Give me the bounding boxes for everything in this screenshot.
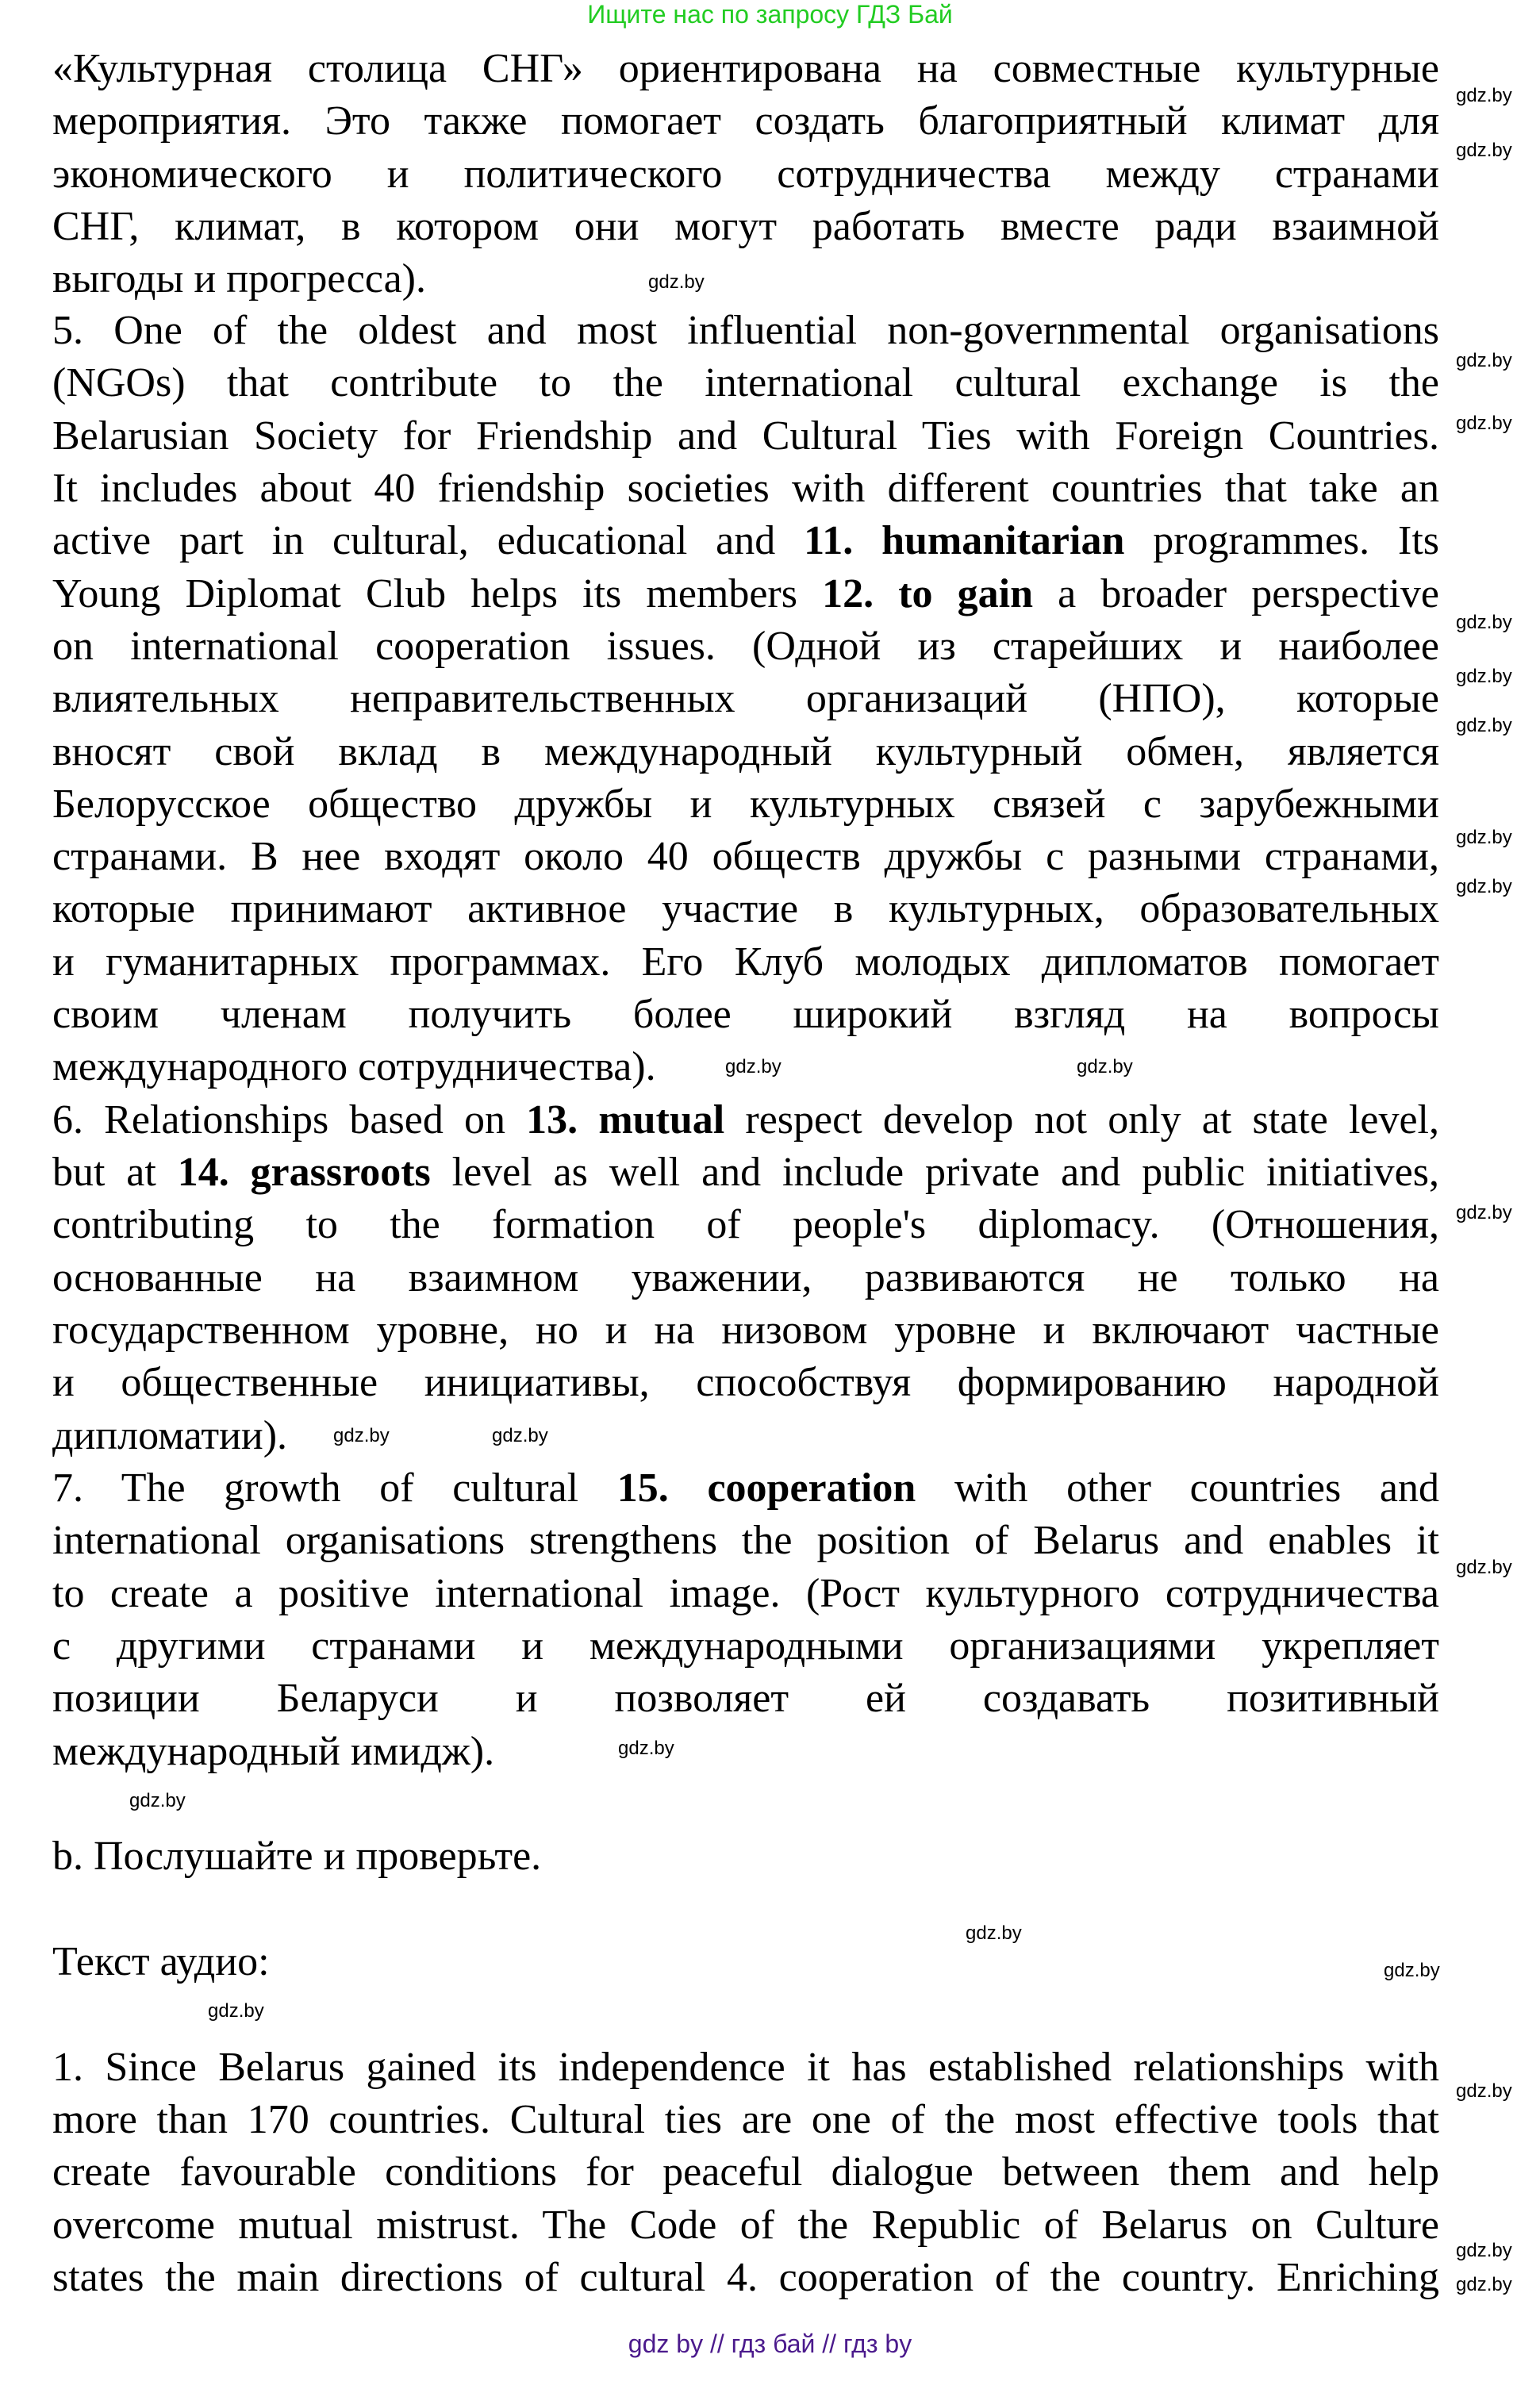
- gdz-watermark: gdz.by: [333, 1425, 390, 1446]
- text-segment: мероприятия. Это также помогает создать благоприятный климат для: [52, 98, 1439, 144]
- text-segment: but at: [52, 1150, 178, 1195]
- text-line: [52, 465, 1439, 513]
- gdz-watermark: gdz.by: [966, 1922, 1022, 1944]
- text-segment: a broader perspective: [1033, 571, 1440, 616]
- text-segment: с другими странами и международными организациями укрепляет: [52, 1623, 1439, 1669]
- text-segment: вносят свой вклад в международный культурный обмен, является: [52, 729, 1439, 774]
- text-segment: on international cooperation issues. (Одной из старейших и наиболее: [52, 624, 1439, 669]
- gdz-watermark: gdz.by: [1456, 666, 1512, 687]
- text-line: [52, 1254, 1439, 1302]
- text-segment: Belarusian Society for Friendship and Cultural Ties with Foreign Countries.: [52, 413, 1439, 459]
- text-line: [52, 2149, 1439, 2196]
- answer-word: 13. mutual: [526, 1097, 725, 1143]
- text-segment: international organisations strengthens the position of Belarus and enables it: [52, 1518, 1439, 1563]
- answer-word: 14. grassroots: [177, 1150, 431, 1195]
- text-segment: дипломатии).: [52, 1413, 288, 1458]
- gdz-watermark: gdz.by: [129, 1790, 186, 1811]
- text-line: [52, 151, 1439, 198]
- text-segment: влиятельных неправительственных организаций (НПО), которые: [52, 676, 1439, 721]
- text-line: [52, 939, 1439, 986]
- gdz-watermark: gdz.by: [1456, 2080, 1512, 2102]
- text-segment: международного сотрудничества).: [52, 1044, 656, 1089]
- text-segment: странами. В нее входят около 40 обществ дружбы с разными странами,: [52, 834, 1439, 879]
- gdz-watermark: gdz.by: [208, 2000, 264, 2022]
- text-line: [52, 623, 1439, 670]
- text-segment: 6. Relationships based on: [52, 1097, 527, 1143]
- text-segment: more than 170 countries. Cultural ties are one of the most effective tools that: [52, 2097, 1439, 2142]
- text-line: [52, 885, 1439, 933]
- text-line: [52, 2254, 1439, 2302]
- answer-word: 15. cooperation: [616, 1465, 916, 1511]
- text-segment: «Культурная столица СНГ» ориентирована на совместные культурные: [52, 46, 1439, 91]
- text-line: [52, 991, 1439, 1039]
- text-segment: 1. Since Belarus gained its independence it has established relationships with: [52, 2045, 1439, 2090]
- text-segment: active part in cultural, educational and: [52, 518, 805, 563]
- watermark-header: Ищите нас по запросу ГДЗ Бай: [587, 0, 953, 29]
- gdz-watermark: gdz.by: [725, 1056, 782, 1077]
- text-segment: It includes about 40 friendship societies with different countries that take an: [52, 466, 1439, 511]
- gdz-watermark: gdz.by: [1456, 2274, 1512, 2295]
- text-line: [52, 1359, 1439, 1407]
- text-line: [52, 1728, 1439, 1776]
- text-segment: Текст аудио:: [52, 1939, 270, 1984]
- text-line: [52, 1465, 1439, 1512]
- text-line: [52, 1149, 1439, 1196]
- text-line: [52, 307, 1439, 355]
- text-line: [52, 359, 1439, 407]
- text-line: [52, 98, 1439, 145]
- text-segment: respect develop not only at state level,: [724, 1097, 1439, 1143]
- text-segment: Young Diplomat Club helps its members: [52, 571, 823, 616]
- gdz-watermark: gdz.by: [1456, 715, 1512, 736]
- text-segment: своим членам получить более широкий взгляд на вопросы: [52, 992, 1439, 1037]
- gdz-watermark: gdz.by: [1456, 1202, 1512, 1223]
- text-line: [52, 1517, 1439, 1565]
- text-segment: основанные на взаимном уважении, развиваются не только на: [52, 1255, 1439, 1300]
- gdz-watermark: gdz.by: [1456, 140, 1512, 161]
- text-line: [52, 1307, 1439, 1354]
- text-segment: государственном уровне, но и на низовом уровне и включают частные: [52, 1308, 1439, 1353]
- text-line: [52, 1201, 1439, 1249]
- text-line: [52, 570, 1439, 618]
- text-segment: level as well and include private and public initiatives,: [430, 1150, 1439, 1195]
- text-segment: (NGOs) that contribute to the international cultural exchange is the: [52, 360, 1439, 405]
- text-line: [52, 1938, 1439, 1986]
- text-segment: create favourable conditions for peaceful dialogue between them and help: [52, 2149, 1439, 2195]
- text-segment: programmes. Its: [1124, 518, 1439, 563]
- answer-word: 12. to gain: [822, 571, 1034, 616]
- gdz-watermark: gdz.by: [492, 1425, 548, 1446]
- text-segment: to create a positive international image. (Рост культурного сотрудничества: [52, 1571, 1439, 1616]
- gdz-watermark: gdz.by: [1384, 1960, 1440, 1981]
- gdz-watermark: gdz.by: [1456, 85, 1512, 106]
- gdz-watermark: gdz.by: [1456, 2240, 1512, 2261]
- text-line: [52, 45, 1439, 93]
- gdz-watermark: gdz.by: [1456, 876, 1512, 897]
- text-line: [52, 833, 1439, 881]
- text-segment: 7. The growth of cultural: [52, 1465, 617, 1511]
- text-segment: международный имидж).: [52, 1729, 495, 1774]
- text-segment: states the main directions of cultural 4. cooperation of the country. Enriching: [52, 2255, 1439, 2300]
- text-line: [52, 203, 1439, 251]
- text-line: [52, 1570, 1439, 1618]
- text-line: [52, 255, 1439, 303]
- text-line: [52, 1833, 1439, 1880]
- gdz-watermark: gdz.by: [1456, 827, 1512, 848]
- text-segment: позиции Беларуси и позволяет ей создавать позитивный: [52, 1676, 1439, 1721]
- text-line: [52, 728, 1439, 776]
- text-line: [52, 517, 1439, 565]
- text-line: [52, 413, 1439, 460]
- text-segment: и общественные инициативы, способствуя формированию народной: [52, 1360, 1439, 1405]
- gdz-watermark: gdz.by: [648, 271, 705, 293]
- text-line: [52, 2044, 1439, 2091]
- watermark-footer: gdz by // гдз бай // гдз by: [628, 2329, 912, 2358]
- text-line: [52, 1675, 1439, 1723]
- text-line: [52, 675, 1439, 723]
- text-segment: b. Послушайте и проверьте.: [52, 1834, 542, 1879]
- text-segment: 5. One of the oldest and most influential non-governmental organisations: [52, 308, 1439, 353]
- text-segment: СНГ, климат, в котором они могут работать вместе ради взаимной: [52, 204, 1439, 249]
- gdz-watermark: gdz.by: [1456, 413, 1512, 434]
- gdz-watermark: gdz.by: [1077, 1056, 1133, 1077]
- gdz-watermark: gdz.by: [1456, 350, 1512, 371]
- text-segment: overcome mutual mistrust. The Code of the Republic of Belarus on Culture: [52, 2203, 1439, 2248]
- text-segment: которые принимают активное участие в культурных, образовательных: [52, 886, 1439, 931]
- text-segment: with other countries and: [916, 1465, 1440, 1511]
- text-line: [52, 2202, 1439, 2249]
- gdz-watermark: gdz.by: [1456, 612, 1512, 633]
- text-segment: contributing to the formation of people's diplomacy. (Отношения,: [52, 1202, 1439, 1247]
- text-segment: Белорусское общество дружбы и культурных связей с зарубежными: [52, 782, 1439, 827]
- text-segment: выгоды и прогресса).: [52, 256, 426, 302]
- text-line: [52, 781, 1439, 828]
- text-segment: экономического и политического сотрудничества между странами: [52, 152, 1439, 197]
- gdz-watermark: gdz.by: [1456, 1557, 1512, 1578]
- text-line: [52, 1412, 1439, 1460]
- text-segment: и гуманитарных программах. Его Клуб молодых дипломатов помогает: [52, 939, 1439, 985]
- gdz-watermark: gdz.by: [618, 1738, 674, 1759]
- text-line: [52, 2096, 1439, 2144]
- answer-word: 11. humanitarian: [804, 518, 1125, 563]
- text-line: [52, 1623, 1439, 1670]
- text-line: [52, 1097, 1439, 1144]
